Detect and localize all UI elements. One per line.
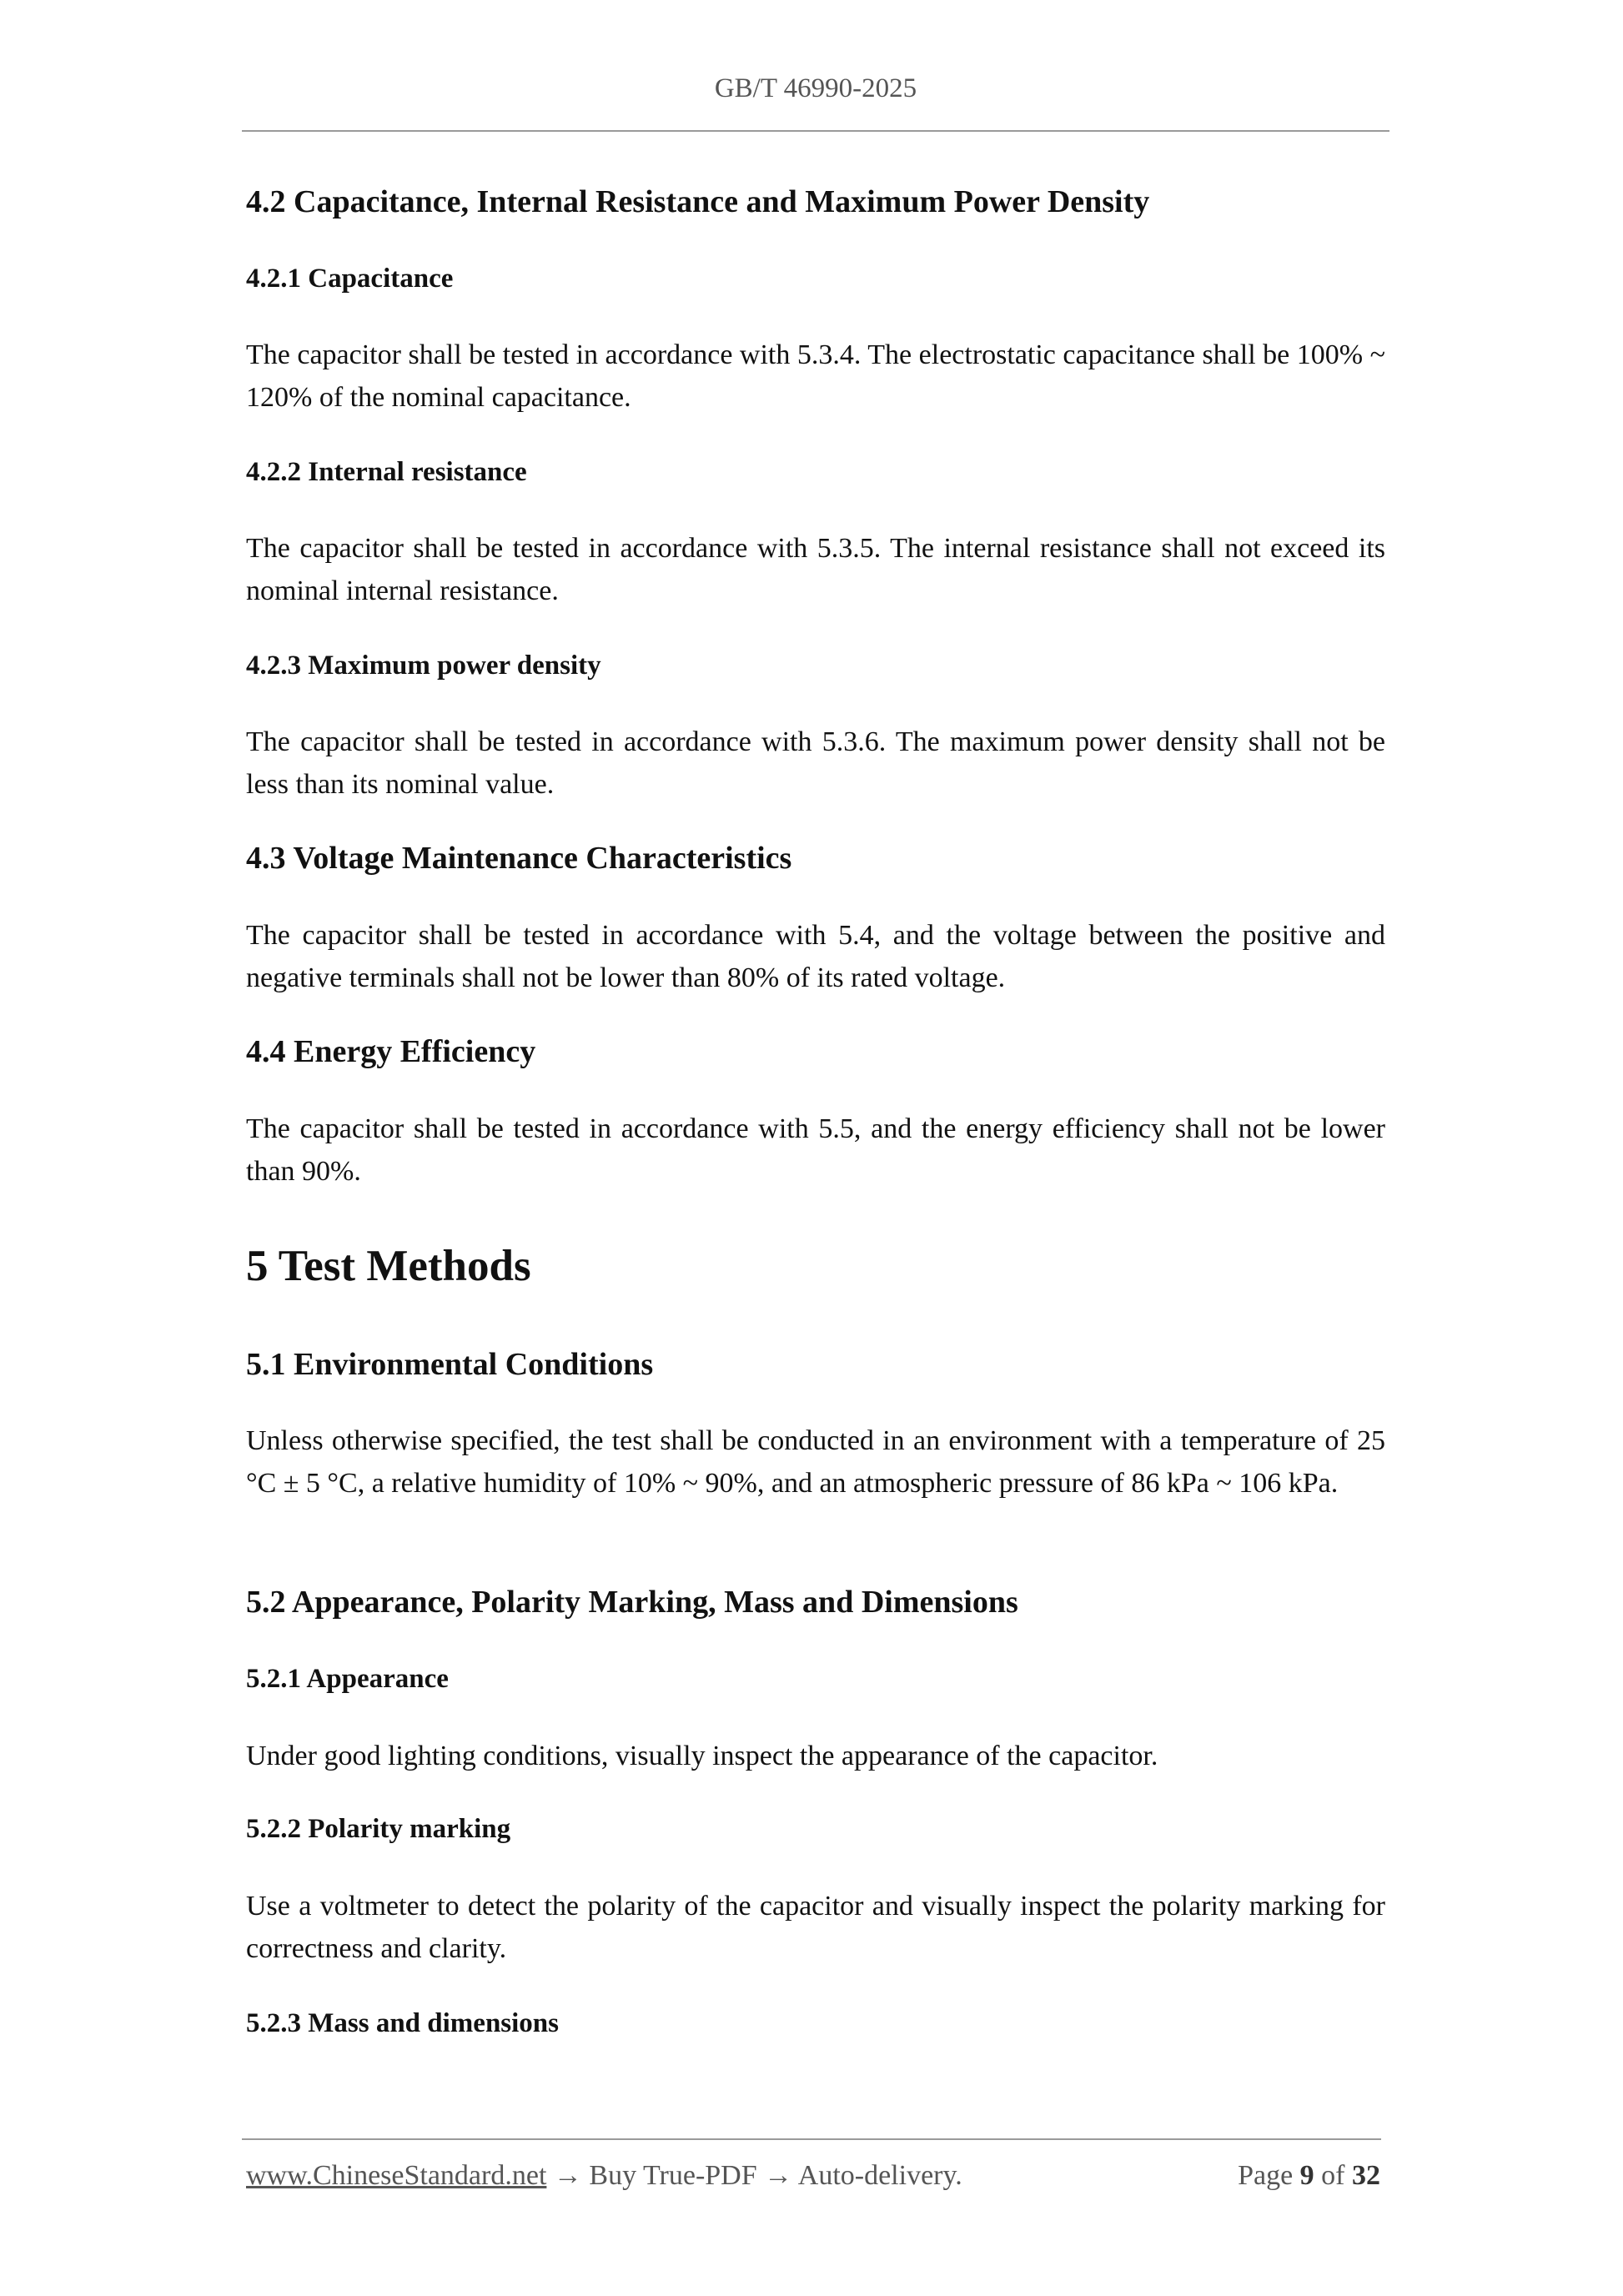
heading-5-2-3: 5.2.3 Mass and dimensions (246, 2008, 560, 2038)
heading-5-2: 5.2 Appearance, Polarity Marking, Mass and Dimensions (246, 1585, 1018, 1620)
paragraph-4-2-2: The capacitor shall be tested in accordance with 5.3.5. The internal resistance shall not exceed its nominal internal resistance. (246, 533, 1385, 606)
heading-4-2-1: 4.2.1 Capacitance (246, 264, 454, 294)
paragraph-4-3: The capacitor shall be tested in accordance with 5.4, and the voltage between the positive and negative terminals shall not be lower than 80% of its rated voltage. (246, 920, 1385, 993)
paragraph-4-4: The capacitor shall be tested in accordance with 5.5, and the energy efficiency shall not be lower than 90%. (246, 1113, 1385, 1187)
footer-left (246, 2160, 962, 2192)
page-current: 9 (1299, 2160, 1314, 2191)
header-divider (242, 130, 1389, 132)
heading-5: 5 Test Methods (246, 1242, 531, 1290)
document-header-title: GB/T 46990-2025 (714, 73, 917, 103)
page-of-label: of (1321, 2160, 1345, 2191)
page-total: 32 (1352, 2160, 1380, 2191)
paragraph-5-1: Unless otherwise specified, the test shall be conducted in an environment with a temperature of 25 °C ± 5 °C, a relative humidity of 10% ~ 90%, and an atmospheric pressure of 86 kPa ~ 106 kPa. (246, 1425, 1385, 1499)
page-label: Page (1238, 2160, 1294, 2191)
paragraph-4-2-1: The capacitor shall be tested in accordance with 5.3.4. The electrostatic capacitance shall be 100% ~ 120% of the nominal capacitance. (246, 339, 1385, 413)
paragraph-4-2-3: The capacitor shall be tested in accordance with 5.3.6. The maximum power density shall not be less than its nominal value. (246, 726, 1385, 800)
heading-4-2-2: 4.2.2 Internal resistance (246, 457, 527, 487)
footer-divider (242, 2138, 1381, 2140)
footer-tagline: → Buy True-PDF → Auto-delivery. (546, 2160, 962, 2191)
heading-5-1: 5.1 Environmental Conditions (246, 1347, 654, 1382)
page-indicator (1238, 2160, 1380, 2192)
heading-4-3: 4.3 Voltage Maintenance Characteristics (246, 841, 792, 876)
heading-4-2-3: 4.2.3 Maximum power density (246, 651, 601, 681)
chinese-standard-link[interactable]: www.ChineseStandard.net (246, 2160, 547, 2191)
heading-5-2-2: 5.2.2 Polarity marking (246, 1814, 511, 1844)
paragraph-5-2-1: Under good lighting conditions, visually inspect the appearance of the capacitor. (246, 1741, 1158, 1771)
heading-5-2-1: 5.2.1 Appearance (246, 1664, 449, 1694)
heading-4-2: 4.2 Capacitance, Internal Resistance and Maximum Power Density (246, 184, 1150, 219)
paragraph-5-2-2: Use a voltmeter to detect the polarity of the capacitor and visually inspect the polarity marking for correctness and clarity. (246, 1891, 1385, 1964)
heading-4-4: 4.4 Energy Efficiency (246, 1034, 536, 1069)
